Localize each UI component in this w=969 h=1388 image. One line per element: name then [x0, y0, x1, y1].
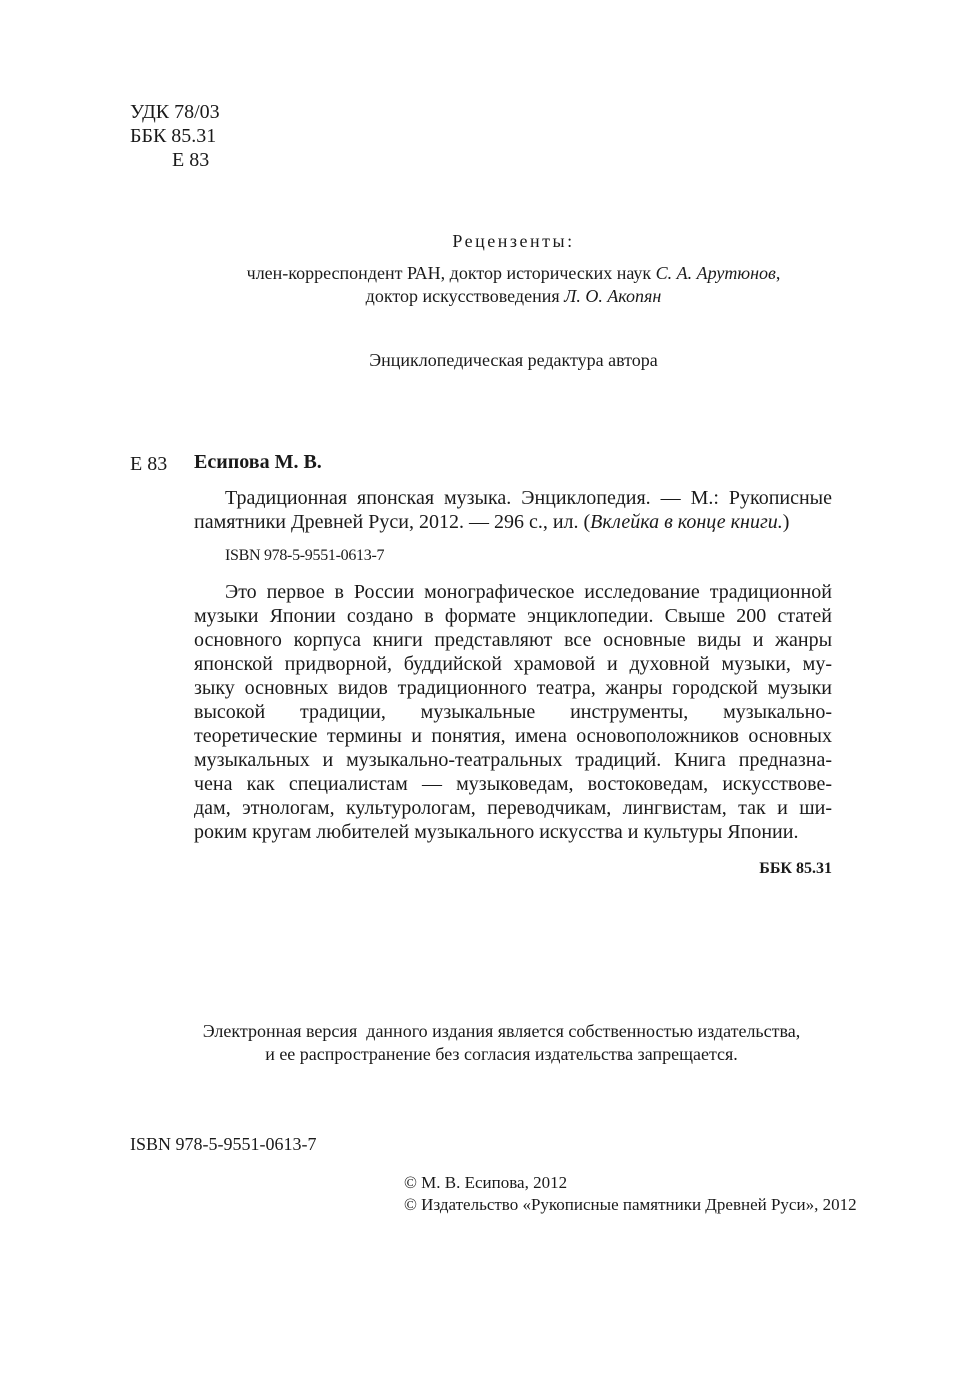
- bbk-code: ББК 85.31: [130, 125, 217, 147]
- author-mark: Е 83: [172, 149, 210, 171]
- catalog-abstract: [194, 580, 832, 844]
- catalog-mark: Е 83: [130, 453, 168, 475]
- copyright-publisher: © Издательство «Рукописные памятники Древней Руси», 2012: [404, 1195, 857, 1214]
- udk-code: УДК 78/03: [130, 101, 220, 123]
- reviewer-1-name: С. А. Арутюнов: [655, 263, 776, 283]
- notice-line-1: Электронная версия данного издания является собственностью издательства,: [202, 1021, 801, 1041]
- abstract-line: дам, этнологам, культурологам, переводчикам, лингвистам, так и ши-: [194, 797, 832, 819]
- footer-isbn: ISBN 978-5-9551-0613-7: [130, 1134, 317, 1154]
- reviewer-2: доктор искусствоведения Л. О. Акопян: [365, 286, 662, 306]
- abstract-line: музыки Японии создано в формате энциклопедии. Свыше 200 статей: [194, 605, 832, 627]
- catalog-author: Есипова М. В.: [194, 451, 322, 473]
- reviewer-1: член-корреспондент РАН, доктор исторических наук С. А. Арутюнов,: [246, 263, 781, 283]
- abstract-line: японской придворной, буддийской храмовой и духовной музыки, му-: [194, 653, 832, 675]
- catalog-title-line-2: памятники Древней Руси, 2012. — 296 с., ил. (Вклейка в конце книги.): [194, 511, 790, 533]
- abstract-line: теоретические термины и понятия, имена основоположников основных: [194, 725, 832, 747]
- copyright-notice: [0, 1020, 969, 1066]
- reviewers-heading: Рецензенты:: [452, 231, 575, 251]
- catalog-title-line-1: Традиционная японская музыка. Энциклопедия. — М.: Рукописные: [225, 487, 832, 509]
- notice-line-2: и ее распространение без согласия издательства запрещается.: [265, 1044, 738, 1064]
- abstract-line: музыкальных и музыкально-театральных традиций. Книга предназна-: [194, 749, 832, 771]
- abstract-line: чена как специалистам — музыковедам, востоковедам, искусствове-: [194, 773, 832, 795]
- catalog-isbn: ISBN 978-5-9551-0613-7: [225, 547, 385, 564]
- copyright-author: © М. В. Есипова, 2012: [404, 1173, 568, 1192]
- abstract-line: роким кругам любителей музыкального искусства и культуры Японии.: [194, 821, 799, 843]
- reviewer-2-name: Л. О. Акопян: [564, 286, 662, 306]
- abstract-line: высокой традиции, музыкальные инструменты, музыкально-: [194, 701, 832, 723]
- reviewers-list: [0, 262, 969, 308]
- abstract-line: основного корпуса книги представляют все основные виды и жанры: [194, 629, 832, 651]
- abstract-line: Это первое в России монографическое исследование традиционной: [225, 581, 832, 603]
- classification-block: [130, 100, 220, 172]
- catalog-bbk: ББК 85.31: [759, 860, 832, 877]
- copyrights: [404, 1172, 857, 1216]
- abstract-line: зыку основных видов традиционного театра, жанры городской музыки: [194, 677, 832, 699]
- edition-note: Энциклопедическая редактура автора: [369, 350, 658, 370]
- catalog-title: [194, 486, 832, 534]
